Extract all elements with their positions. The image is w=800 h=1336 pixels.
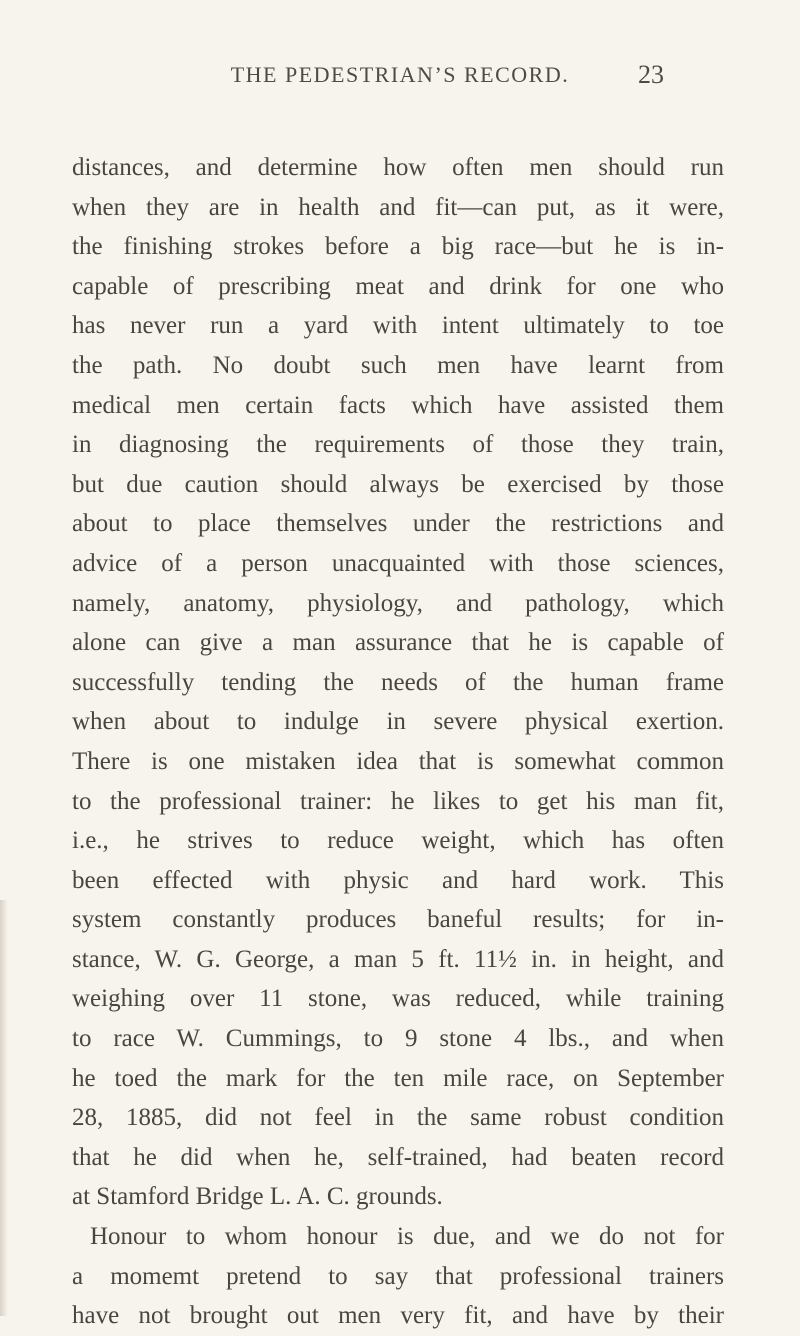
text-line: There is one mistaken idea that is somewhat common <box>72 747 724 775</box>
text-line: distances, and determine how often men should run <box>72 154 724 181</box>
text-line: i.e., he strives to reduce weight, which has often <box>72 827 724 855</box>
text-line: weighing over 11 stone, was reduced, while training <box>72 985 724 1013</box>
text-line: alone can give a man assurance that he is capable of <box>72 629 724 657</box>
text-line: that he did when he, self-trained, had beaten record <box>72 1143 724 1171</box>
text-line: when about to indulge in severe physical exertion. <box>72 708 724 736</box>
text-line: stance, W. G. George, a man 5 ft. 11½ in. in height, and <box>72 945 724 973</box>
text-line: 28, 1885, did not feel in the same robust condition <box>72 1104 724 1132</box>
text-line: the finishing strokes before a big race—but he is in- <box>72 233 724 261</box>
text-line: been effected with physic and hard work. This <box>72 866 724 894</box>
text-line: to race W. Cummings, to 9 stone 4 lbs., and when <box>72 1025 724 1053</box>
text-line: at Stamford Bridge L. A. C. grounds. <box>72 1183 443 1211</box>
page-number: 23 <box>638 60 664 89</box>
body-text <box>72 148 724 1336</box>
text-line: successfully tending the needs of the human frame <box>72 668 724 696</box>
text-line: when they are in health and fit—can put, as it were, <box>72 193 724 221</box>
running-head <box>0 62 800 102</box>
text-line: he toed the mark for the ten mile race, on September <box>72 1064 724 1092</box>
text-line: system constantly produces baneful results; for in- <box>72 906 724 934</box>
running-title: THE PEDESTRIAN’S RECORD. <box>230 62 570 87</box>
text-line: has never run a yard with intent ultimately to toe <box>72 312 724 340</box>
text-line: in diagnosing the requirements of those they train, <box>72 431 724 459</box>
text-line: Honour to whom honour is due, and we do not for <box>90 1223 724 1251</box>
page-edge-shadow <box>0 900 8 1316</box>
text-line: advice of a person unacquainted with those sciences, <box>72 549 724 577</box>
text-line: the path. No doubt such men have learnt from <box>72 351 724 379</box>
text-line: to the professional trainer: he likes to get his man fit, <box>72 787 724 815</box>
text-line: namely, anatomy, physiology, and pathology, which <box>72 589 724 617</box>
text-line: a momemt pretend to say that professional trainers <box>72 1262 724 1290</box>
text-line: medical men certain facts which have assisted them <box>72 391 724 419</box>
text-line: about to place themselves under the restrictions and <box>72 510 724 538</box>
text-line: have not brought out men very fit, and have by their <box>72 1302 724 1330</box>
text-line: but due caution should always be exercised by those <box>72 470 724 498</box>
text-line: capable of prescribing meat and drink for one who <box>72 272 724 300</box>
